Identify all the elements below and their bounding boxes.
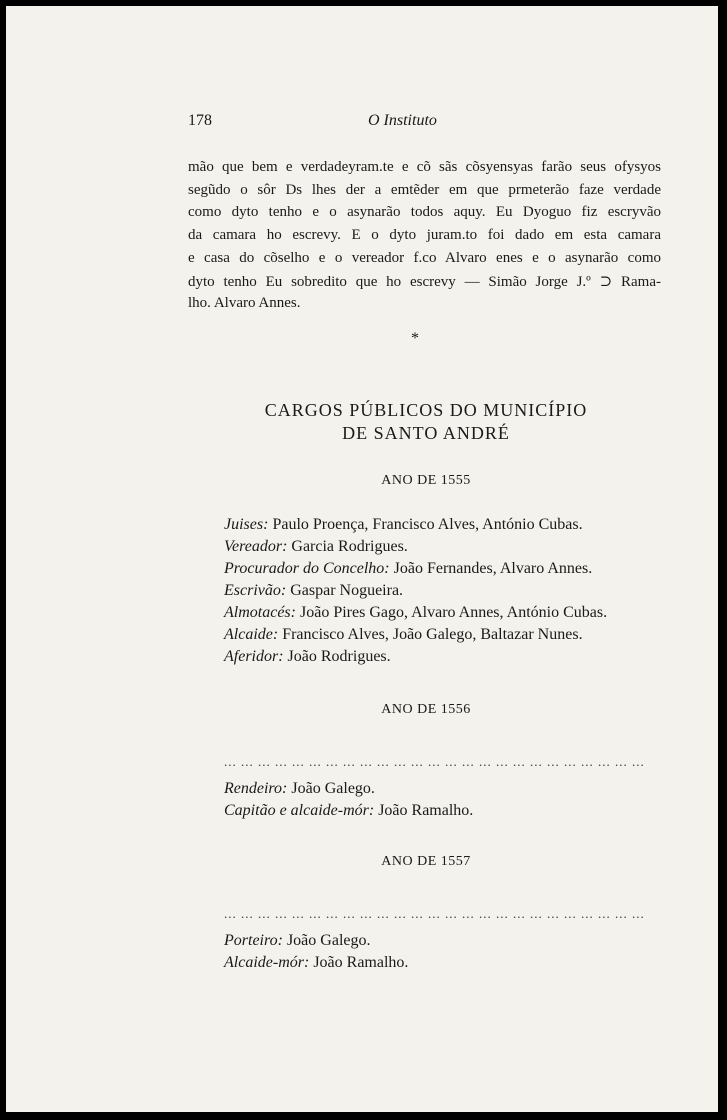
office-holders: Garcia Rodrigues. [291, 538, 408, 555]
office-entry [224, 582, 403, 600]
office-entry [224, 626, 583, 644]
office-holders: Francisco Alves, João Galego, Baltazar Nunes. [282, 626, 583, 643]
text-line: lho. Alvaro Annes. [188, 295, 301, 311]
office-role: Capitão e alcaide-mór: [224, 802, 375, 819]
ellipsis-row: ... ... ... ... ... ... ... ... ... ... ... ... ... ... ... ... ... ... ... ... ... ... ... ... ... [224, 906, 645, 921]
office-holders: João Galego. [286, 932, 371, 949]
year-heading-1555: ANO DE 1555 [381, 473, 471, 488]
office-entry [224, 560, 592, 578]
book-page [6, 6, 718, 1112]
office-entry [224, 648, 391, 666]
section-subtitle: DE SANTO ANDRÉ [342, 423, 510, 443]
office-entry [224, 954, 408, 972]
ellipsis-row: ... ... ... ... ... ... ... ... ... ... ... ... ... ... ... ... ... ... ... ... ... ... ... ... ... [224, 754, 645, 769]
office-role: Juises: [224, 516, 269, 533]
office-holders: Paulo Proença, Francisco Alves, António Cubas. [272, 516, 583, 533]
office-entry [224, 516, 583, 534]
section-title: CARGOS PÚBLICOS DO MUNICÍPIO [264, 400, 588, 420]
office-holders: João Ramalho. [313, 954, 409, 971]
office-role: Almotacés: [224, 604, 296, 621]
office-holders: João Rodrigues. [287, 648, 391, 665]
office-entry [224, 604, 607, 622]
office-holders: João Ramalho. [378, 802, 474, 819]
office-role: Rendeiro: [224, 780, 288, 797]
office-role: Procurador do Concelho: [224, 560, 390, 577]
text-line: como dyto tenho e o asynarão todos aquy. Eu Dyoguo fiz escryvão [188, 204, 661, 220]
journal-title: O Instituto [368, 112, 437, 129]
office-entry [224, 538, 408, 556]
office-role: Alcaide-mór: [224, 954, 310, 971]
text-line: mão que bem e verdadeyram.te e cõ sãs cõsyensyas farão seus ofysyos [188, 159, 661, 175]
year-heading-1557: ANO DE 1557 [381, 854, 471, 869]
office-holders: João Galego. [291, 780, 375, 797]
office-entry [224, 780, 375, 798]
office-role: Vereador: [224, 538, 288, 555]
page-number: 178 [188, 112, 212, 129]
text-line: e casa do cõselho e o vereador f.co Alvaro enes e o asynarão como [188, 250, 661, 266]
year-heading-1556: ANO DE 1556 [381, 702, 471, 717]
office-entry [224, 932, 370, 950]
text-line: da camara ho escrevy. E o dyto juram.to foi dado em esta camara [188, 227, 661, 243]
office-role: Aferidor: [224, 648, 284, 665]
office-holders: Gaspar Nogueira. [290, 582, 404, 599]
office-role: Porteiro: [224, 932, 283, 949]
section-separator: * [411, 330, 419, 347]
text-line: segũdo o sôr Ds lhes der a emtẽder em que prmeterão faze verdade [188, 182, 661, 198]
office-role: Alcaide: [224, 626, 279, 643]
office-entry [224, 802, 473, 820]
office-role: Escrivão: [224, 582, 287, 599]
office-holders: João Fernandes, Alvaro Annes. [393, 560, 593, 577]
office-holders: João Pires Gago, Alvaro Annes, António Cubas. [299, 604, 608, 621]
text-line: dyto tenho Eu sobredito que ho escrevy — Simão Jorge J.º ⊃ Rama- [188, 274, 661, 290]
